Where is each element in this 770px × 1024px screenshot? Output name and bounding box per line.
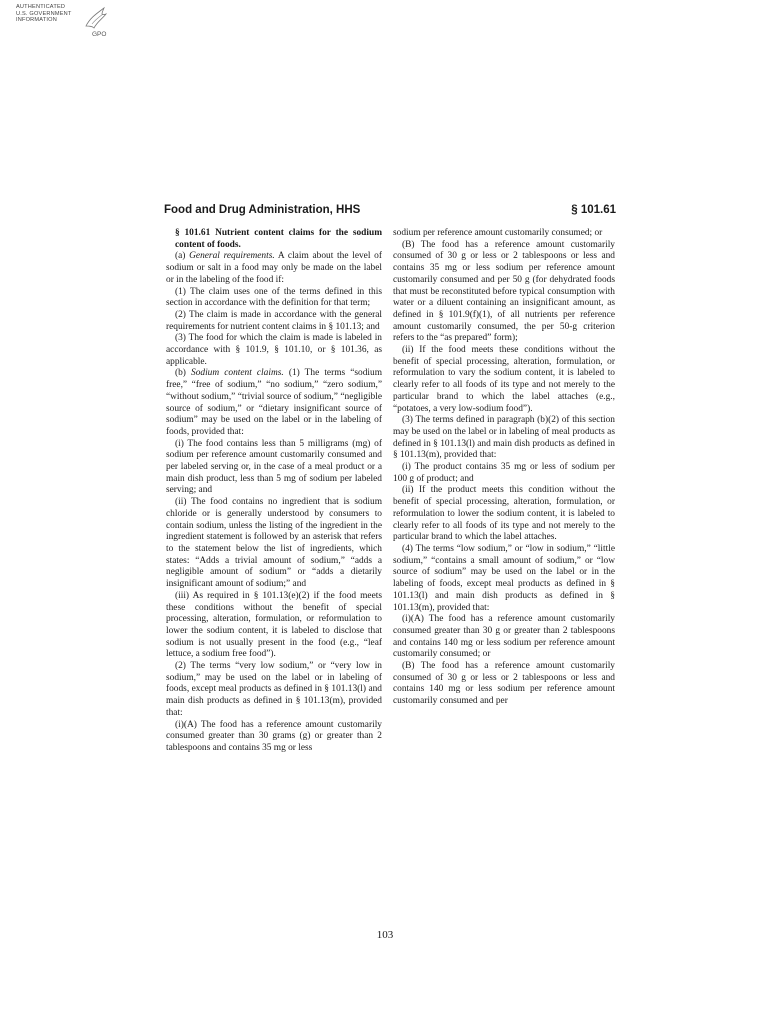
- paragraph: [166, 368, 382, 438]
- heading-title: Nutrient content claims for the sodium content of foods.: [175, 228, 383, 250]
- paragraph: sodium per reference amount customarily consumed; or: [393, 228, 603, 238]
- left-column: [166, 228, 382, 755]
- paragraph-italic-heading: Sodium content claims.: [191, 368, 284, 379]
- paragraph: (4) The terms “low sodium,” or “low in sodium,” “little sodium,” “contains a small amount of sodium,” or “low source of sodium” may be used on the label or in the labeling of foods, except meal products as defined in § 101.13(l) and main dish products as defined in § 101.13(m), provided that:: [393, 543, 615, 613]
- paragraph-text: (1) The terms “sodium free,” “free of sodium,” “no sodium,” “zero sodium,” “without sodium,” “trivial source of sodium,” “negligible source of sodium,” or “dietary insignificant source of sodium” may be used on the label or in the labeling of foods, provided that:: [166, 368, 382, 437]
- paragraph: (3) The food for which the claim is made is labeled in accordance with § 101.9, § 101.10, or § 101.36, as applicable.: [166, 333, 382, 367]
- seal-gpo-mark: GPO: [92, 31, 107, 38]
- paragraph: (B) The food has a reference amount customarily consumed of 30 g or less or 2 tablespoons or less and contains 35 mg or less sodium per reference amount customarily consumed and per 50 g (for dehydrated foods that must be reconstituted before typical consumption with water or a diluent containing an insignificant amount, as defined in § 101.9(f)(1), of all nutrients per reference amount customarily consumed, the per 50-g criterion refers to the “as prepared” form);: [393, 239, 615, 344]
- right-column: [393, 228, 615, 708]
- paragraph: (ii) If the food meets these conditions without the benefit of special processing, alteration, formulation, or reformulation to vary the sodium content, it is labeled to clearly refer to all foods of its type and not merely to the particular brand to which the label attaches (e.g., “potatoes, a very low-sodium food”).: [393, 345, 615, 414]
- page-number: 103: [376, 929, 394, 941]
- paragraph: (ii) If the product meets this condition without the benefit of special processing, alteration, formulation, or reformulation to lower the sodium content, it is labeled to clearly refer to all foods of its type and not merely to the particular brand to which the label attaches.: [393, 485, 615, 543]
- seal-text-line: U.S. GOVERNMENT: [16, 10, 72, 17]
- paragraph: (2) The terms “very low sodium,” or “very low in sodium,” may be used on the label or in labeling of foods, except meal products as defined in § 101.13(l) and main dish products as defined in § 101.13(m), provided that:: [166, 661, 382, 718]
- paragraph-italic-heading: General requirements.: [189, 251, 275, 262]
- eagle-icon: [82, 4, 112, 34]
- paragraph-lead: (b): [175, 368, 192, 379]
- gpo-authentication-seal: [16, 4, 146, 54]
- paragraph: (i) The product contains 35 mg or less of sodium per 100 g of product; and: [393, 462, 615, 484]
- paragraph: (ii) The food contains no ingredient that is sodium chloride or is generally understood by consumers to contain sodium, unless the listing of the ingredient in the ingredient statement is followed by an asterisk that refers to the statement below the list of ingredients, which states: “Adds a trivial amount of sodium,” “adds a negligible amount of sodium” or “adds a dietarily insignificant amount of sodium;” and: [166, 497, 382, 590]
- paragraph: [166, 251, 382, 286]
- paragraph: (2) The claim is made in accordance with the general requirements for nutrient content claims in § 101.13; and: [166, 309, 382, 332]
- agency-title: Food and Drug Administration, HHS: [164, 204, 361, 216]
- seal-text-line: INFORMATION: [16, 17, 57, 24]
- paragraph-text: A claim about the level of sodium or salt in a food may only be made on the label or in the labeling of the food if:: [166, 251, 382, 285]
- paragraph: (iii) As required in § 101.13(e)(2) if the food meets these conditions without the benefit of special processing, alteration, formulation, or reformulation to lower the sodium content, it is labeled to disclose that sodium is not usually present in the food (e.g., “leaf lettuce, a sodium free food”).: [166, 590, 382, 660]
- heading-number: § 101.61: [175, 228, 211, 238]
- paragraph: (i)(A) The food has a reference amount customarily consumed greater than 30 g or greater than 2 tablespoons and contains 140 mg or less sodium per reference amount customarily consumed; or: [393, 614, 615, 660]
- paragraph: (B) The food has a reference amount customarily consumed of 30 g or less or 2 tablespoons or less and contains 140 mg or less sodium per reference amount customarily consumed and per: [393, 661, 615, 707]
- section-number: § 101.61: [571, 204, 616, 216]
- seal-text-line: AUTHENTICATED: [16, 4, 66, 10]
- paragraph: (i)(A) The food has a reference amount customarily consumed greater than 30 grams (g) or greater than 2 tablespoons and contains 35 mg or less: [166, 719, 382, 753]
- paragraph-lead: (a): [175, 251, 190, 262]
- paragraph: (1) The claim uses one of the terms defined in this section in accordance with the definition for that term;: [166, 286, 382, 309]
- section-heading: [166, 228, 382, 251]
- running-header: [164, 202, 616, 220]
- paragraph: (i) The food contains less than 5 milligrams (mg) of sodium per reference amount customarily consumed and per labeled serving or, in the case of a meal product or a main dish product, less than 5 mg of sodium per labeled serving; and: [166, 438, 382, 496]
- paragraph: (3) The terms defined in paragraph (b)(2) of this section may be used on the label or in labeling of meal products as defined in § 101.13(l) and main dish products as defined in § 101.13(m), provided that:: [393, 415, 615, 461]
